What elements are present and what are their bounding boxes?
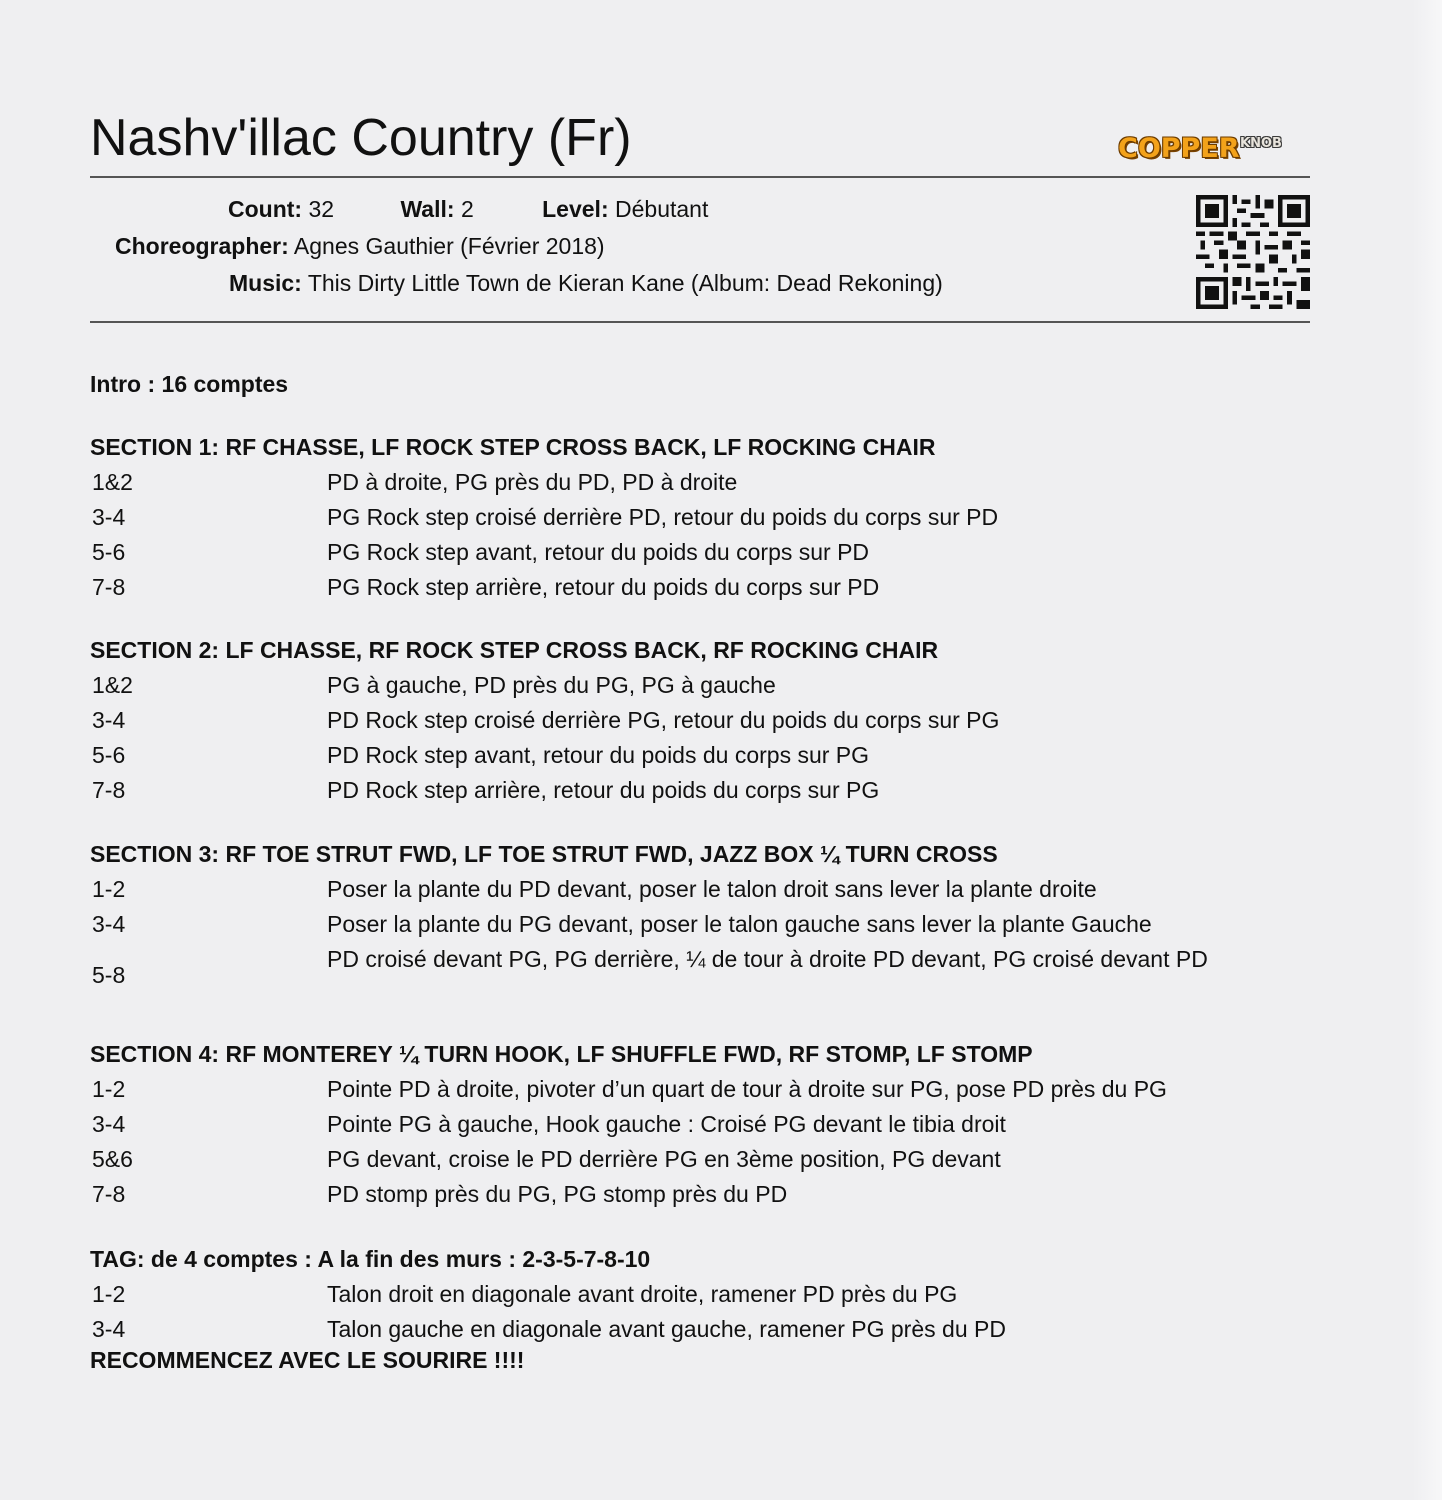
step-count: 3-4 bbox=[92, 1111, 126, 1137]
level-label: Level: bbox=[542, 196, 609, 222]
step-count: 5-6 bbox=[92, 742, 126, 768]
step-description: PD stomp près du PG, PG stomp près du PD bbox=[327, 1181, 788, 1207]
step-description: Poser la plante du PD devant, poser le talon droit sans lever la plante droite bbox=[327, 876, 1097, 902]
step-row bbox=[90, 500, 1290, 535]
paper-edge bbox=[1412, 0, 1442, 1500]
step-count: 5-8 bbox=[92, 962, 126, 988]
step-count: 1&2 bbox=[92, 469, 133, 495]
step-description: Talon droit en diagonale avant droite, ramener PD près du PG bbox=[327, 1281, 958, 1307]
count-label: Count: bbox=[228, 196, 303, 222]
step-description: PD Rock step avant, retour du poids du corps sur PG bbox=[327, 742, 870, 768]
section-title: TAG: de 4 comptes : A la fin des murs : 2-3-5-7-8-10 bbox=[90, 1246, 651, 1272]
step-description: PD Rock step arrière, retour du poids du corps sur PG bbox=[327, 777, 880, 803]
step-row bbox=[90, 703, 1290, 738]
music-value: This Dirty Little Town de Kieran Kane (Album: Dead Rekoning) bbox=[307, 270, 943, 296]
step-description: PG Rock step croisé derrière PD, retour du poids du corps sur PD bbox=[327, 504, 999, 530]
tag-section bbox=[90, 1244, 1290, 1375]
section-1 bbox=[90, 432, 1290, 605]
step-count: 7-8 bbox=[92, 1181, 126, 1207]
step-count: 5&6 bbox=[92, 1146, 133, 1172]
step-count: 1&2 bbox=[92, 672, 133, 698]
copperknob-logo bbox=[1118, 132, 1308, 166]
step-row bbox=[90, 773, 1290, 808]
step-count: 5-6 bbox=[92, 539, 126, 565]
section-2 bbox=[90, 635, 1290, 808]
step-count: 1-2 bbox=[92, 1076, 126, 1102]
step-description: PD à droite, PG près du PD, PD à droite bbox=[327, 469, 738, 495]
section-title: SECTION 3: RF TOE STRUT FWD, LF TOE STRUT FWD, JAZZ BOX ¼ TURN CROSS bbox=[90, 841, 998, 867]
count-value: 32 bbox=[308, 196, 335, 222]
header-divider-top bbox=[90, 176, 1310, 178]
step-description: Talon gauche en diagonale avant gauche, ramener PG près du PD bbox=[327, 1316, 1006, 1342]
step-description: Pointe PD à droite, pivoter d’un quart de tour à droite sur PG, pose PD près du PG bbox=[327, 1076, 1167, 1102]
choreographer-value: Agnes Gauthier (Février 2018) bbox=[293, 233, 605, 259]
step-count: 7-8 bbox=[92, 777, 126, 803]
closing-text: RECOMMENCEZ AVEC LE SOURIRE !!!! bbox=[90, 1347, 525, 1373]
step-description: Pointe PG à gauche, Hook gauche : Croisé PG devant le tibia droit bbox=[327, 1111, 1006, 1137]
step-count: 3-4 bbox=[92, 911, 126, 937]
step-count: 7-8 bbox=[92, 574, 126, 600]
step-row bbox=[90, 942, 1290, 1012]
meta-row-count-wall-level bbox=[228, 194, 708, 224]
step-row bbox=[90, 535, 1290, 570]
step-row bbox=[90, 907, 1290, 942]
step-row bbox=[90, 1277, 1290, 1312]
step-row bbox=[90, 465, 1290, 500]
meta-row-choreographer bbox=[115, 231, 605, 261]
level-value: Débutant bbox=[615, 196, 709, 222]
step-description: PG Rock step avant, retour du poids du corps sur PD bbox=[327, 539, 870, 565]
choreographer-label: Choreographer: bbox=[115, 233, 289, 259]
step-row bbox=[90, 1072, 1290, 1107]
section-3 bbox=[90, 839, 1290, 1012]
step-row bbox=[90, 668, 1290, 703]
step-row bbox=[90, 1142, 1290, 1177]
step-description: PG devant, croise le PD derrière PG en 3ème position, PG devant bbox=[327, 1146, 1001, 1172]
section-title: SECTION 4: RF MONTEREY ¼ TURN HOOK, LF SHUFFLE FWD, RF STOMP, LF STOMP bbox=[90, 1041, 1033, 1067]
step-row bbox=[90, 738, 1290, 773]
music-label: Music: bbox=[229, 270, 302, 296]
logo-sub-text: KNOB bbox=[1240, 136, 1282, 151]
step-count: 1-2 bbox=[92, 1281, 126, 1307]
section-title: SECTION 1: RF CHASSE, LF ROCK STEP CROSS BACK, LF ROCKING CHAIR bbox=[90, 434, 936, 460]
intro-text: Intro : 16 comptes bbox=[90, 371, 289, 397]
step-row bbox=[90, 570, 1290, 605]
wall-value: 2 bbox=[460, 196, 474, 222]
step-count: 3-4 bbox=[92, 504, 126, 530]
wall-label: Wall: bbox=[400, 196, 455, 222]
logo-main-text: COPPER bbox=[1118, 133, 1240, 164]
step-description: PG à gauche, PD près du PG, PG à gauche bbox=[327, 672, 776, 698]
step-count: 3-4 bbox=[92, 707, 126, 733]
step-count: 1-2 bbox=[92, 876, 126, 902]
section-title: SECTION 2: LF CHASSE, RF ROCK STEP CROSS BACK, RF ROCKING CHAIR bbox=[90, 637, 939, 663]
header-divider-bottom bbox=[90, 321, 1310, 323]
step-description: PG Rock step arrière, retour du poids du corps sur PD bbox=[327, 574, 880, 600]
step-row bbox=[90, 1177, 1290, 1212]
step-description: PD Rock step croisé derrière PG, retour du poids du corps sur PG bbox=[327, 707, 1000, 733]
step-row bbox=[90, 1312, 1290, 1345]
page-title: Nashv'illac Country (Fr) bbox=[90, 109, 632, 167]
step-row bbox=[90, 1107, 1290, 1142]
section-4 bbox=[90, 1039, 1290, 1212]
meta-row-music bbox=[229, 268, 943, 298]
step-description: Poser la plante du PG devant, poser le talon gauche sans lever la plante Gauche bbox=[327, 911, 1152, 937]
qr-code bbox=[1196, 195, 1310, 309]
step-description: PD croisé devant PG, PG derrière, ¼ de tour à droite PD devant, PG croisé devant PD bbox=[327, 946, 1208, 972]
step-count: 3-4 bbox=[92, 1316, 126, 1342]
step-row bbox=[90, 872, 1290, 907]
